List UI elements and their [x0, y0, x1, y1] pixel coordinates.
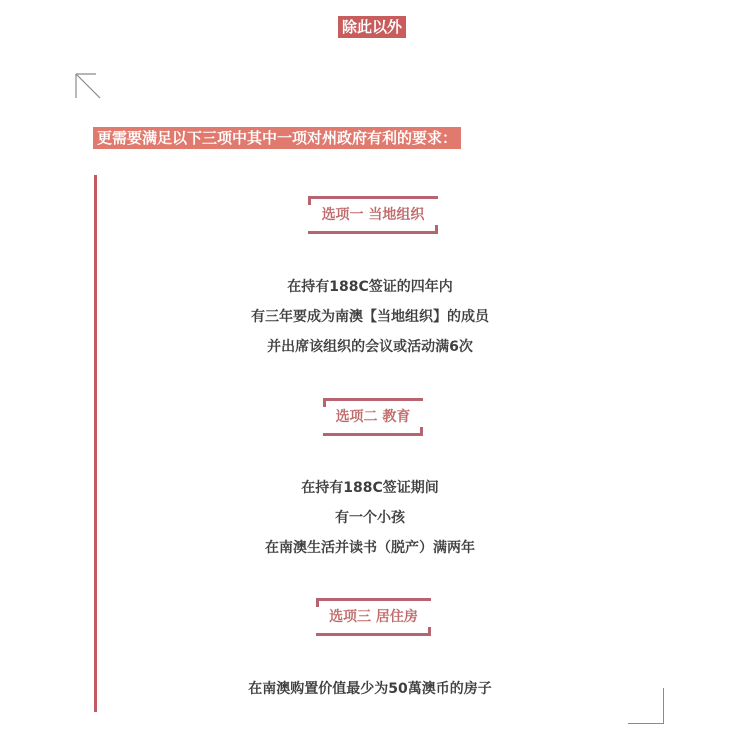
- option-2-line-2: 有一个小孩: [335, 510, 405, 526]
- option-1-label: 选项一 当地组织: [308, 196, 438, 234]
- option-3-line-1: 在南澳购置价值最少为50萬澳币的房子: [248, 681, 492, 697]
- option-2-line-3: 在南澳生活并读书（脱产）满两年: [265, 540, 475, 556]
- left-vertical-rule: [94, 175, 97, 712]
- section-title: 除此以外: [338, 16, 406, 38]
- option-2-label: 选项二 教育: [323, 398, 423, 436]
- corner-bracket-icon: [628, 688, 664, 724]
- option-1-line-3: 并出席该组织的会议或活动满6次: [267, 339, 473, 355]
- option-1-line-2: 有三年要成为南澳【当地组织】的成员: [251, 309, 489, 325]
- option-3-label: 选项三 居住房: [316, 598, 431, 636]
- corner-arrow-icon: [74, 72, 102, 100]
- option-2-line-1: 在持有188C签证期间: [301, 480, 439, 496]
- requirement-heading: 更需要满足以下三项中其中一项对州政府有利的要求：: [93, 127, 461, 149]
- option-1-line-1: 在持有188C签证的四年内: [287, 279, 453, 295]
